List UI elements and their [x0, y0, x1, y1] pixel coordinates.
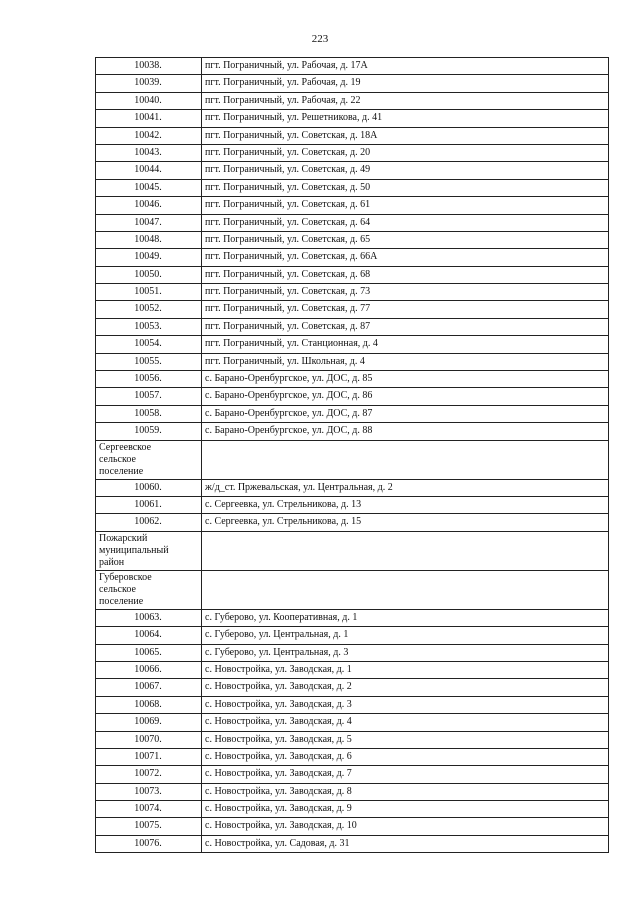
row-address: с. Новостройка, ул. Заводская, д. 2 [202, 679, 609, 696]
row-number: 10044. [96, 162, 202, 179]
row-address: пгт. Пограничный, ул. Советская, д. 18А [202, 127, 609, 144]
empty-cell [202, 531, 609, 570]
row-number: 10071. [96, 748, 202, 765]
table-row [96, 371, 609, 388]
row-address: пгт. Пограничный, ул. Советская, д. 20 [202, 144, 609, 161]
row-address: с. Сергеевка, ул. Стрельникова, д. 13 [202, 496, 609, 513]
address-table [95, 57, 609, 853]
row-number: 10068. [96, 696, 202, 713]
row-address: пгт. Пограничный, ул. Советская, д. 73 [202, 284, 609, 301]
table-row [96, 266, 609, 283]
table-row [96, 766, 609, 783]
table-row [96, 835, 609, 852]
row-number: 10051. [96, 284, 202, 301]
table-row [96, 783, 609, 800]
table-row [96, 144, 609, 161]
row-number: 10066. [96, 661, 202, 678]
row-number: 10070. [96, 731, 202, 748]
table-row [96, 162, 609, 179]
row-number: 10064. [96, 627, 202, 644]
row-address: пгт. Пограничный, ул. Рабочая, д. 19 [202, 75, 609, 92]
row-address: с. Барано-Оренбургское, ул. ДОС, д. 85 [202, 371, 609, 388]
table-row [96, 644, 609, 661]
row-number: 10067. [96, 679, 202, 696]
row-number: 10048. [96, 231, 202, 248]
table-row [96, 514, 609, 531]
row-number: 10059. [96, 423, 202, 440]
empty-cell [202, 440, 609, 479]
row-number: 10057. [96, 388, 202, 405]
row-address: пгт. Пограничный, ул. Советская, д. 64 [202, 214, 609, 231]
row-address: с. Губерово, ул. Центральная, д. 3 [202, 644, 609, 661]
table-row [96, 388, 609, 405]
row-number: 10061. [96, 496, 202, 513]
table-row [96, 301, 609, 318]
table-row [96, 336, 609, 353]
table-row [96, 423, 609, 440]
row-address: пгт. Пограничный, ул. Рабочая, д. 22 [202, 92, 609, 109]
row-number: 10069. [96, 714, 202, 731]
row-address: с. Сергеевка, ул. Стрельникова, д. 15 [202, 514, 609, 531]
row-number: 10049. [96, 249, 202, 266]
table-row [96, 110, 609, 127]
row-address: пгт. Пограничный, ул. Советская, д. 77 [202, 301, 609, 318]
row-number: 10063. [96, 609, 202, 626]
table-row [96, 696, 609, 713]
row-address: пгт. Пограничный, ул. Советская, д. 65 [202, 231, 609, 248]
table-row [96, 179, 609, 196]
row-number: 10039. [96, 75, 202, 92]
row-number: 10062. [96, 514, 202, 531]
row-address: с. Новостройка, ул. Заводская, д. 4 [202, 714, 609, 731]
row-number: 10054. [96, 336, 202, 353]
table-row [96, 496, 609, 513]
table-row [96, 818, 609, 835]
table-row [96, 197, 609, 214]
row-address: пгт. Пограничный, ул. Советская, д. 87 [202, 318, 609, 335]
table-row [96, 231, 609, 248]
row-number: 10072. [96, 766, 202, 783]
row-number: 10038. [96, 58, 202, 75]
row-number: 10058. [96, 405, 202, 422]
row-address: пгт. Пограничный, ул. Советская, д. 61 [202, 197, 609, 214]
section-header: Губеровское сельское поселение [96, 570, 202, 609]
row-address: пгт. Пограничный, ул. Школьная, д. 4 [202, 353, 609, 370]
table-row [96, 405, 609, 422]
table-row [96, 284, 609, 301]
row-number: 10073. [96, 783, 202, 800]
section-header-row [96, 570, 609, 609]
table-row [96, 479, 609, 496]
row-number: 10052. [96, 301, 202, 318]
row-address: с. Новостройка, ул. Заводская, д. 5 [202, 731, 609, 748]
row-address: с. Новостройка, ул. Заводская, д. 10 [202, 818, 609, 835]
row-address: с. Новостройка, ул. Заводская, д. 9 [202, 801, 609, 818]
row-number: 10053. [96, 318, 202, 335]
section-header-row [96, 440, 609, 479]
row-number: 10055. [96, 353, 202, 370]
row-number: 10060. [96, 479, 202, 496]
row-address: с. Новостройка, ул. Заводская, д. 3 [202, 696, 609, 713]
row-address: с. Барано-Оренбургское, ул. ДОС, д. 86 [202, 388, 609, 405]
row-number: 10041. [96, 110, 202, 127]
row-number: 10074. [96, 801, 202, 818]
row-address: пгт. Пограничный, ул. Решетникова, д. 41 [202, 110, 609, 127]
table-row [96, 679, 609, 696]
table-row [96, 92, 609, 109]
row-number: 10076. [96, 835, 202, 852]
row-number: 10075. [96, 818, 202, 835]
table-row [96, 75, 609, 92]
row-number: 10045. [96, 179, 202, 196]
row-address: пгт. Пограничный, ул. Советская, д. 50 [202, 179, 609, 196]
row-address: с. Новостройка, ул. Заводская, д. 6 [202, 748, 609, 765]
row-address: с. Губерово, ул. Центральная, д. 1 [202, 627, 609, 644]
row-address: пгт. Пограничный, ул. Станционная, д. 4 [202, 336, 609, 353]
row-number: 10046. [96, 197, 202, 214]
row-address: с. Барано-Оренбургское, ул. ДОС, д. 88 [202, 423, 609, 440]
section-header: Сергеевское сельское поселение [96, 440, 202, 479]
row-address: с. Барано-Оренбургское, ул. ДОС, д. 87 [202, 405, 609, 422]
row-address: с. Новостройка, ул. Заводская, д. 7 [202, 766, 609, 783]
empty-cell [202, 570, 609, 609]
row-address: пгт. Пограничный, ул. Советская, д. 68 [202, 266, 609, 283]
table-row [96, 731, 609, 748]
row-address: пгт. Пограничный, ул. Рабочая, д. 17А [202, 58, 609, 75]
row-address: с. Губерово, ул. Кооперативная, д. 1 [202, 609, 609, 626]
row-number: 10043. [96, 144, 202, 161]
row-address: пгт. Пограничный, ул. Советская, д. 49 [202, 162, 609, 179]
table-row [96, 661, 609, 678]
row-number: 10040. [96, 92, 202, 109]
row-number: 10065. [96, 644, 202, 661]
table-row [96, 214, 609, 231]
table-row [96, 249, 609, 266]
row-number: 10050. [96, 266, 202, 283]
address-table-body [96, 58, 609, 853]
table-row [96, 609, 609, 626]
row-address: пгт. Пограничный, ул. Советская, д. 66А [202, 249, 609, 266]
table-row [96, 627, 609, 644]
table-row [96, 801, 609, 818]
row-address: ж/д_ст. Пржевальская, ул. Центральная, д. 2 [202, 479, 609, 496]
row-address: с. Новостройка, ул. Заводская, д. 8 [202, 783, 609, 800]
row-address: с. Новостройка, ул. Заводская, д. 1 [202, 661, 609, 678]
table-row [96, 714, 609, 731]
row-number: 10042. [96, 127, 202, 144]
page-number: 223 [311, 33, 329, 45]
row-address: с. Новостройка, ул. Садовая, д. 31 [202, 835, 609, 852]
table-row [96, 318, 609, 335]
row-number: 10056. [96, 371, 202, 388]
section-header-row [96, 531, 609, 570]
table-row [96, 127, 609, 144]
row-number: 10047. [96, 214, 202, 231]
table-row [96, 748, 609, 765]
table-row [96, 58, 609, 75]
section-header: Пожарский муниципальный район [96, 531, 202, 570]
table-row [96, 353, 609, 370]
